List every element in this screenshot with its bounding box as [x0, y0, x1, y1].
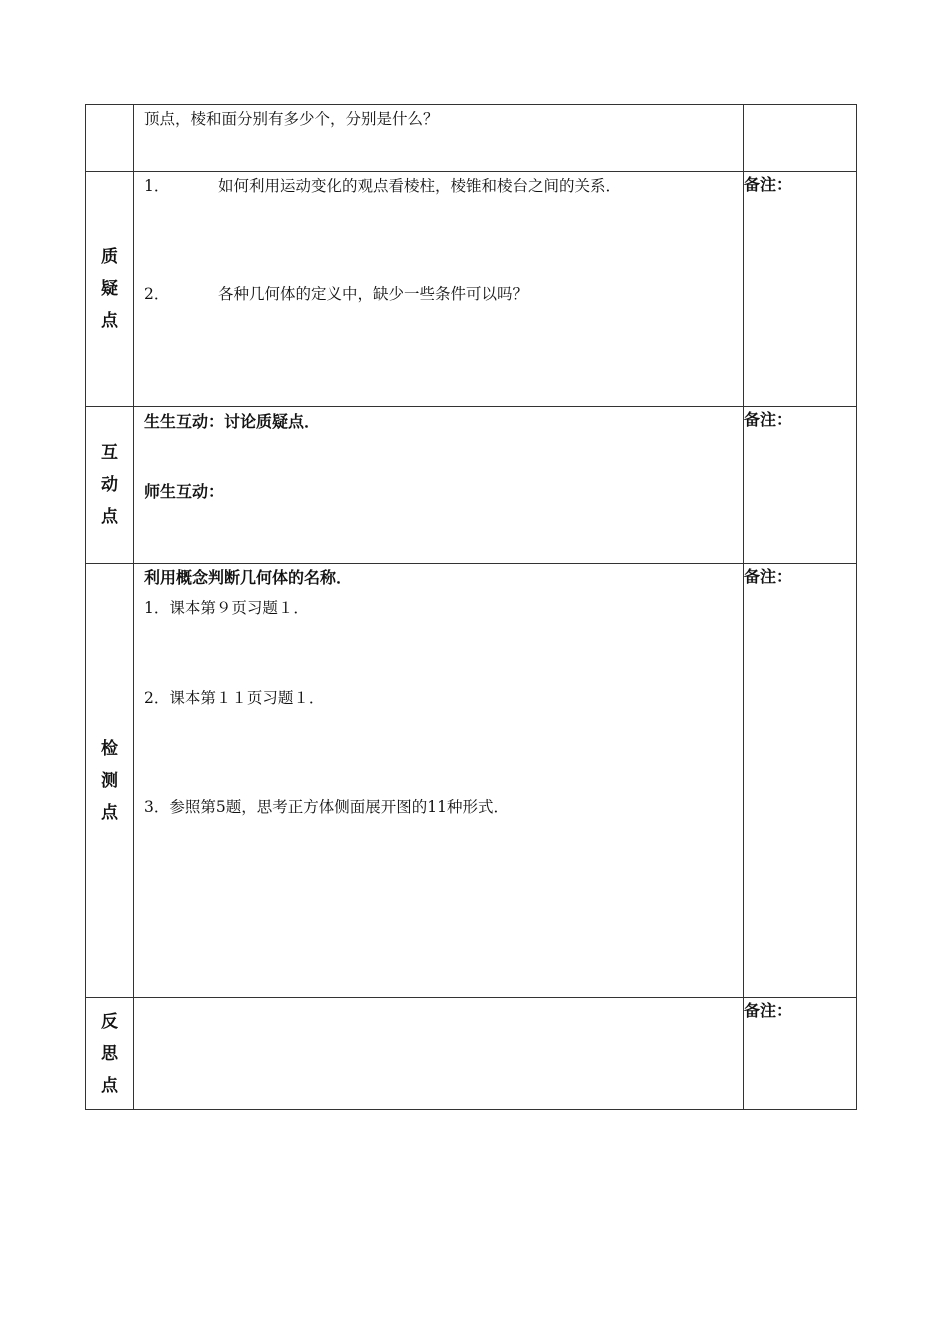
table-row — [86, 998, 857, 1110]
teacher-interaction: 师生互动： — [144, 482, 225, 501]
section-label-interaction: 互 动 点 — [86, 407, 134, 564]
doubt-content — [134, 172, 744, 407]
doubt-item: 2． 各种几何体的定义中，缺少一些条件可以吗？ — [144, 285, 529, 303]
note-label: 备注： — [744, 172, 857, 407]
table-row — [86, 564, 857, 998]
doubt-item: 1． 如何利用运动变化的观点看棱柱，棱锥和棱台之间的关系． — [144, 177, 622, 195]
note-label: 备注： — [744, 407, 857, 564]
table-row — [86, 407, 857, 564]
question-text: 顶点，棱和面分别有多少个，分别是什么？ — [144, 110, 439, 128]
empty-note-cell — [744, 105, 857, 172]
empty-label-cell — [86, 105, 134, 172]
note-label: 备注： — [744, 564, 857, 998]
interaction-content — [134, 407, 744, 564]
test-heading: 利用概念判断几何体的名称． — [144, 568, 353, 587]
section-label-test: 检 测 点 — [86, 564, 134, 998]
section-label-reflection: 反 思 点 — [86, 998, 134, 1110]
question-cell — [134, 105, 744, 172]
note-label: 备注： — [744, 998, 857, 1110]
student-interaction: 生生互动：讨论质疑点． — [144, 412, 321, 431]
test-content — [134, 564, 744, 998]
test-item: 2．课本第１１页习题１． — [144, 689, 325, 707]
reflection-content — [134, 998, 744, 1110]
section-label-doubt: 质 疑 点 — [86, 172, 134, 407]
test-item: 1．课本第９页习题１． — [144, 599, 309, 617]
lesson-table — [85, 104, 857, 1110]
table-row — [86, 105, 857, 172]
test-item: 3．参照第5题，思考正方体侧面展开图的11种形式． — [144, 798, 509, 816]
table-row — [86, 172, 857, 407]
